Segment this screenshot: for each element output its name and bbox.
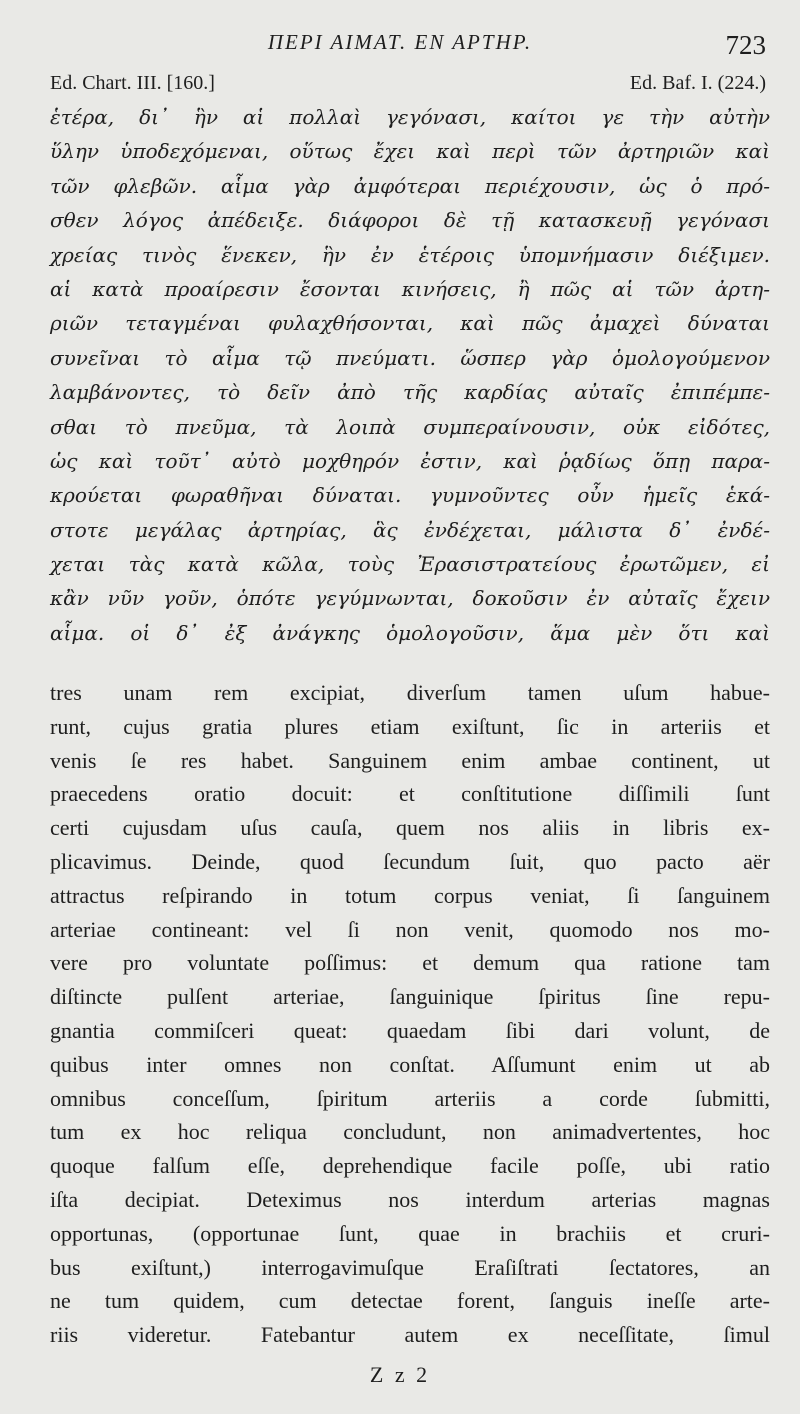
latin-line: quoque falſum eſſe, deprehendique facile poſſe, ubi ratio (50, 1153, 770, 1179)
latin-line: certi cujusdam uſus cauſa, quem nos aliis in libris ex- (50, 815, 770, 841)
latin-line: runt, cujus gratia plures etiam exiſtunt, ſic in arteriis et (50, 713, 770, 739)
greek-line: λαμβάνοντες, τὸ δεῖν ἀπὸ τῆς καρδίας αὐταῖς ἐπιπέμπε- (50, 380, 770, 405)
greek-line: αἱ κατὰ προαίρεσιν ἔσονται κινήσεις, ἢ πῶς αἱ τῶν ἀρτη- (50, 276, 770, 301)
greek-text-block (50, 100, 770, 650)
latin-line: vere pro voluntate poſſimus: et demum qua ratione tam (50, 950, 770, 976)
latin-line: venis ſe res habet. Sanguinem enim ambae continent, ut (50, 747, 770, 773)
greek-line: στοτε μεγάλας ἀρτηρίας, ἃς ἐνδέχεται, μάλιστα δ᾽ ἐνδέ- (50, 517, 770, 542)
greek-line: τῶν φλεβῶν. αἷμα γὰρ ἀμφότεραι περιέχουσιν, ὡς ὁ πρό- (50, 173, 770, 198)
greek-line: ὕλην ὑποδεχόμεναι, οὕτως ἔχει καὶ περὶ τῶν ἀρτηριῶν καὶ (50, 139, 770, 164)
latin-line: plicavimus. Deinde, quod ſecundum ſuit, quo pacto aër (50, 848, 770, 874)
latin-line: diſtincte pulſent arteriae, ſanguinique ſpiritus ſine repu- (50, 984, 770, 1010)
greek-line: κρούεται φωραθῆναι δύναται. γυμνοῦντες οὖν ἡμεῖς ἑκά- (50, 483, 770, 508)
latin-line: opportunas, (opportunae ſunt, quae in brachiis et cruri- (50, 1220, 770, 1246)
latin-line: praecedens oratio docuit: et conſtitutione diſſimili ſunt (50, 781, 770, 807)
latin-line: tum ex hoc reliqua concludunt, non animadvertentes, hoc (50, 1119, 770, 1145)
latin-line: ne tum quidem, cum detectae forent, ſanguis ineſſe arte- (50, 1288, 770, 1314)
latin-line: arteriae contineant: vel ſi non venit, quomodo nos mo- (50, 916, 770, 942)
edition-reference-left: Ed. Chart. III. [160.] (50, 72, 215, 94)
latin-line: gnantia commiſceri queat: quaedam ſibi dari volunt, de (50, 1017, 770, 1043)
greek-line: ριῶν τεταγμέναι φυλαχθήσονται, καὶ πῶς ἀμαχεὶ δύναται (50, 311, 770, 336)
latin-line: bus exiſtunt,) interrogavimuſque Eraſiſtrati ſectatores, an (50, 1254, 770, 1280)
greek-line: σθεν λόγος ἀπέδειξε. διάφοροι δὲ τῇ κατασκευῇ γεγόνασι (50, 208, 770, 233)
latin-line: riis videretur. Fatebantur autem ex neceſſitate, ſimul (50, 1322, 770, 1348)
greek-line: χεται τὰς κατὰ κῶλα, τοὺς Ἐρασιστρατείους ἐρωτῶμεν, εἰ (50, 552, 770, 577)
greek-line: ἑτέρα, δι᾽ ἣν αἱ πολλαὶ γεγόνασι, καίτοι γε τὴν αὐτὴν (50, 105, 770, 129)
latin-text-block (50, 676, 770, 1352)
latin-line: tres unam rem excipiat, diverſum tamen uſum habue- (50, 680, 770, 705)
greek-line: σθαι τὸ πνεῦμα, τὰ λοιπὰ συμπεραίνουσιν, οὐκ εἰδότες, (50, 414, 770, 439)
running-title: ΠΕΡΙ ΑΙΜΑΤ. ΕΝ ΑΡΤΗΡ. (267, 30, 533, 54)
latin-line: quibus inter omnes non conſtat. Aſſumunt enim ut ab (50, 1051, 770, 1077)
latin-line: iſta decipiat. Deteximus nos interdum arterias magnas (50, 1186, 770, 1212)
page-number: 723 (725, 30, 766, 60)
printer-signature: Z z 2 (369, 1362, 431, 1387)
edition-reference-right: Ed. Baf. I. (224.) (629, 72, 766, 94)
greek-line: ὡς καὶ τοῦτ᾽ αὐτὸ μοχθηρόν ἐστιν, καὶ ῥᾳδίως ὅπῃ παρα- (50, 448, 770, 473)
greek-line: αἷμα. οἱ δ᾽ ἐξ ἀνάγκης ὁμολογοῦσιν, ἅμα μὲν ὅτι καὶ (50, 620, 770, 645)
greek-line: κἂν νῦν γοῦν, ὁπότε γεγύμνωνται, δοκοῦσιν ἐν αὐταῖς ἔχειν (50, 586, 770, 611)
latin-line: omnibus conceſſum, ſpiritum arteriis a corde ſubmitti, (50, 1085, 770, 1111)
greek-line: χρείας τινὸς ἕνεκεν, ἣν ἐν ἑτέροις ὑπομνήμασιν διέξιμεν. (50, 242, 770, 267)
greek-line: συνεῖναι τὸ αἷμα τῷ πνεύματι. ὥσπερ γὰρ ὁμολογούμενον (50, 345, 770, 370)
latin-line: attractus reſpirando in totum corpus veniat, ſi ſanguinem (50, 882, 770, 908)
